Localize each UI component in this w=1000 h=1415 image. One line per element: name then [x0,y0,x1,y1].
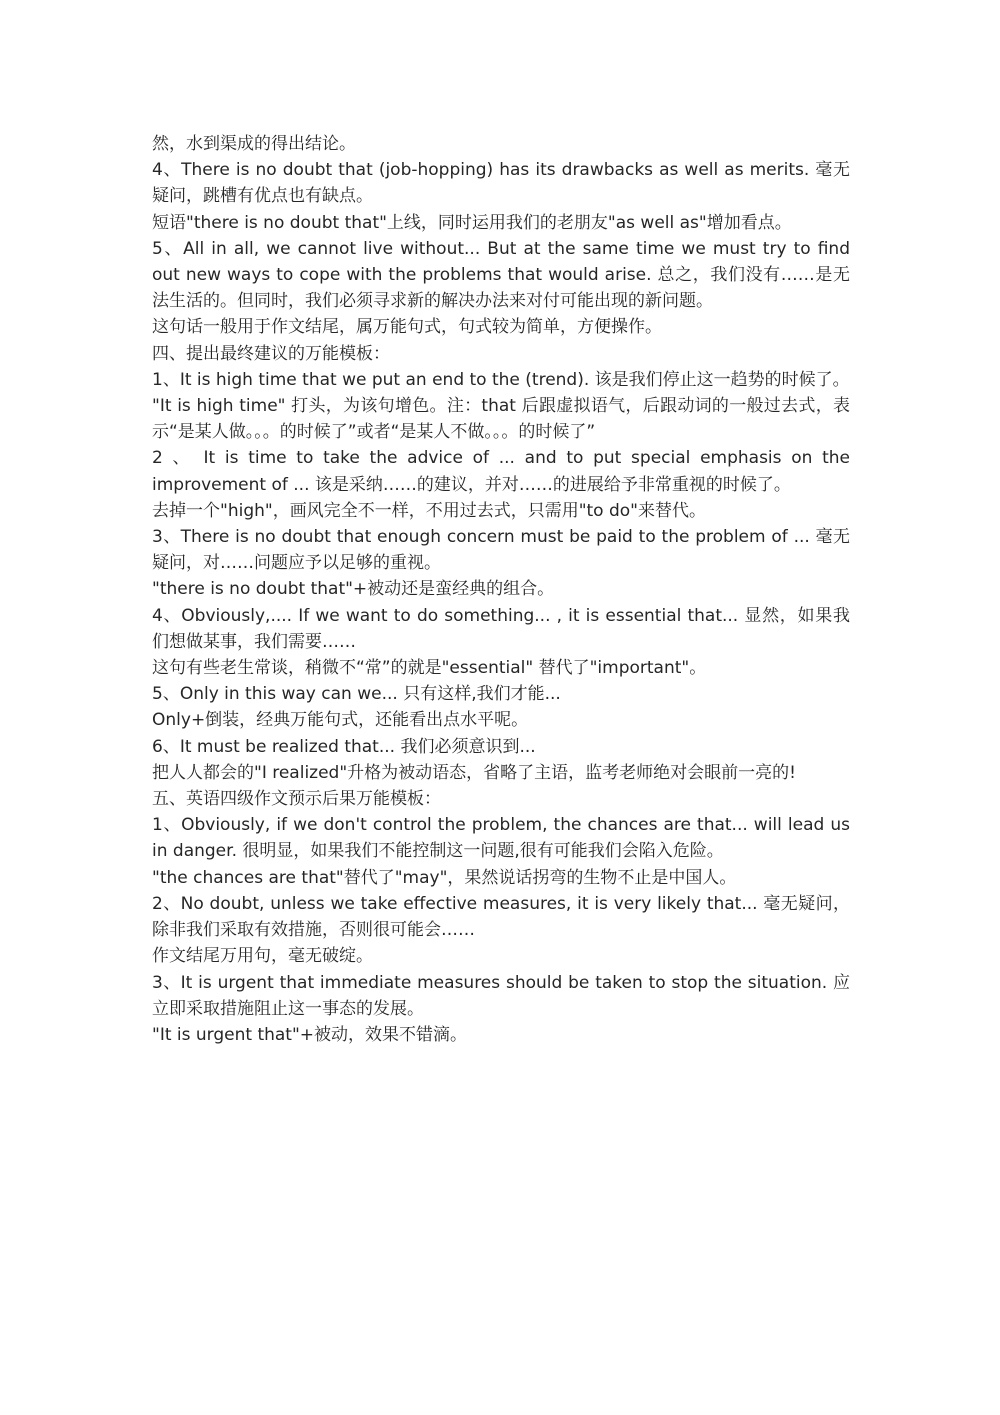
template-note: "It is high time" 打头，为该句增色。注：that 后跟虚拟语气，后跟动词的一般过去式，表示“是某人做。。。的时候了”或者“是某人不做。。。的时候了” [152,396,850,443]
template-note: "It is urgent that"+被动，效果不错滴。 [152,1024,468,1045]
template-item-1: 1、It is high time that we put an end to the (trend). 该是我们停止这一趋势的时候了。 [152,369,850,390]
template-item-2: 2、No doubt, unless we take effective measures, it is very likely that... 毫无疑问，除非我们采取有效措施，否则很可能会…… [152,893,850,941]
paragraph-continuation: 然，水到渠成的得出结论。 [152,134,356,154]
template-item-6: 6、It must be realized that... 我们必须意识到... [152,736,536,757]
template-note: Only+倒装，经典万能句式，还能看出点水平呢。 [152,710,529,731]
template-item-2: 2 、 It is time to take the advice of ... and to put special emphasis on the improvement of ... 该是采纳……的建议，并对……的进展给予非常重视的时候了。 [152,448,850,495]
template-item-3: 3、There is no doubt that enough concern must be paid to the problem of ... 毫无疑问，对……问题应予以足够的重视。 [152,527,850,574]
template-note: 去掉一个"high"，画风完全不一样，不用过去式，只需用"to do"来替代。 [152,500,707,521]
template-note: 把人人都会的"I realized"升格为被动语态，省略了主语，监考老师绝对会眼前一亮的! [152,762,796,783]
template-note: 这句有些老生常谈，稍微不“常”的就是"essential" 替代了"important"。 [152,658,707,679]
template-item-5: 5、All in all, we cannot live without... But at the same time we must try to find out new ways to cope with the problems that would arise. 总之，我们没有……是无法生活的。但同时，我们必须寻求新的解决办法来对付可能出现的新问题。 [152,238,850,312]
template-item-1: 1、Obviously, if we don't control the problem, the chances are that... will lead us in danger. 很明显，如果我们不能控制这一问题,很有可能我们会陷入危险。 [152,815,850,862]
section-heading-4: 四、提出最终建议的万能模板： [152,343,390,364]
document-page [152,131,850,1048]
template-item-4: 4、Obviously,.... If we want to do something... , it is essential that... 显然，如果我们想做某事，我们需要…… [152,605,850,652]
template-note: "there is no doubt that"+被动还是蛮经典的组合。 [152,579,555,600]
template-note: "the chances are that"替代了"may"，果然说话拐弯的生物不止是中国人。 [152,867,737,888]
template-note: 短语"there is no doubt that"上线，同时运用我们的老朋友"as well as"增加看点。 [152,212,792,233]
template-item-5: 5、Only in this way can we... 只有这样,我们才能... [152,684,561,705]
template-note: 作文结尾万用句，毫无破绽。 [152,946,373,967]
template-item-4: 4、There is no doubt that (job-hopping) has its drawbacks as well as merits. 毫无疑问，跳槽有优点也有缺点。 [152,160,850,207]
section-heading-5: 五、英语四级作文预示后果万能模板： [152,789,441,810]
template-note: 这句话一般用于作文结尾，属万能句式，句式较为简单，方便操作。 [152,317,662,338]
template-item-3: 3、It is urgent that immediate measures should be taken to stop the situation. 应立即采取措施阻止这一事态的发展。 [152,972,850,1019]
